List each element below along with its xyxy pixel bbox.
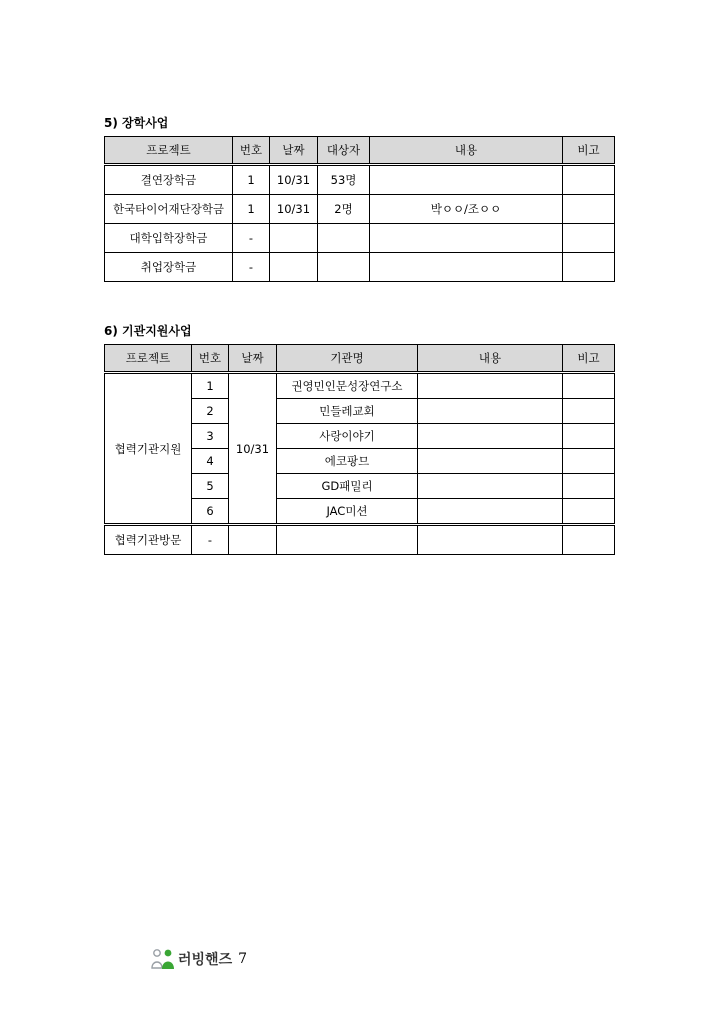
cell-content <box>418 525 563 555</box>
cell-target: 53명 <box>318 165 370 195</box>
cell-project: 취업장학금 <box>105 253 233 282</box>
cell-date <box>270 224 318 253</box>
col-header-date: 날짜 <box>270 137 318 165</box>
cell-note <box>563 474 615 499</box>
cell-org: 에코팡므 <box>277 449 418 474</box>
cell-note <box>563 253 615 282</box>
cell-number: 4 <box>192 449 229 474</box>
table-header-row <box>105 137 615 165</box>
table-row <box>105 525 615 555</box>
cell-content <box>418 399 563 424</box>
brand-name: 러빙핸즈 <box>178 952 233 968</box>
cell-note <box>563 195 615 224</box>
col-header-content: 내용 <box>418 345 563 373</box>
col-header-note: 비고 <box>563 345 615 373</box>
table-row <box>105 165 615 195</box>
cell-note <box>563 224 615 253</box>
cell-project: 결연장학금 <box>105 165 233 195</box>
col-header-content: 내용 <box>370 137 563 165</box>
cell-org: JAC미션 <box>277 499 418 525</box>
cell-number: 3 <box>192 424 229 449</box>
cell-content <box>418 424 563 449</box>
cell-number: 5 <box>192 474 229 499</box>
col-header-note: 비고 <box>563 137 615 165</box>
cell-content <box>418 373 563 399</box>
cell-content <box>370 165 563 195</box>
cell-group-date: 10/31 <box>229 373 277 525</box>
cell-content <box>418 449 563 474</box>
cell-content <box>370 253 563 282</box>
col-header-project: 프로젝트 <box>105 345 192 373</box>
table-row <box>105 195 615 224</box>
section-6-title: 6) 기관지원사업 <box>104 324 192 338</box>
section-5-title: 5) 장학사업 <box>104 116 169 130</box>
cell-number: 2 <box>192 399 229 424</box>
table-header-row <box>105 345 615 373</box>
cell-number: 1 <box>233 165 270 195</box>
scholarship-table <box>104 136 615 282</box>
cell-number: - <box>233 224 270 253</box>
col-header-number: 번호 <box>233 137 270 165</box>
col-header-date: 날짜 <box>229 345 277 373</box>
cell-note <box>563 449 615 474</box>
cell-org: 사랑이야기 <box>277 424 418 449</box>
page-footer <box>150 948 247 970</box>
cell-org: 권영민인문성장연구소 <box>277 373 418 399</box>
two-people-logo-icon <box>150 948 176 970</box>
cell-note <box>563 373 615 399</box>
col-header-org: 기관명 <box>277 345 418 373</box>
cell-project: 한국타이어재단장학금 <box>105 195 233 224</box>
cell-org: GD패밀리 <box>277 474 418 499</box>
cell-project: 대학입학장학금 <box>105 224 233 253</box>
cell-target: 2명 <box>318 195 370 224</box>
cell-content <box>370 224 563 253</box>
col-header-number: 번호 <box>192 345 229 373</box>
table-row <box>105 373 615 399</box>
cell-number: 1 <box>233 195 270 224</box>
cell-content <box>418 474 563 499</box>
cell-number: 6 <box>192 499 229 525</box>
cell-number: - <box>233 253 270 282</box>
cell-note <box>563 424 615 449</box>
cell-org: 민들레교회 <box>277 399 418 424</box>
col-header-target: 대상자 <box>318 137 370 165</box>
cell-target <box>318 224 370 253</box>
table-row <box>105 253 615 282</box>
cell-content: 박ㅇㅇ/조ㅇㅇ <box>370 195 563 224</box>
cell-note <box>563 525 615 555</box>
col-header-project: 프로젝트 <box>105 137 233 165</box>
cell-note <box>563 165 615 195</box>
cell-group-project: 협력기관지원 <box>105 373 192 525</box>
table-row <box>105 224 615 253</box>
cell-org <box>277 525 418 555</box>
page-number: 7 <box>238 951 248 967</box>
cell-date: 10/31 <box>270 195 318 224</box>
cell-number: 1 <box>192 373 229 399</box>
cell-content <box>418 499 563 525</box>
cell-date: 10/31 <box>270 165 318 195</box>
cell-date <box>229 525 277 555</box>
institution-support-table <box>104 344 615 555</box>
cell-note <box>563 399 615 424</box>
cell-note <box>563 499 615 525</box>
cell-target <box>318 253 370 282</box>
cell-date <box>270 253 318 282</box>
cell-project: 협력기관방문 <box>105 525 192 555</box>
cell-number: - <box>192 525 229 555</box>
